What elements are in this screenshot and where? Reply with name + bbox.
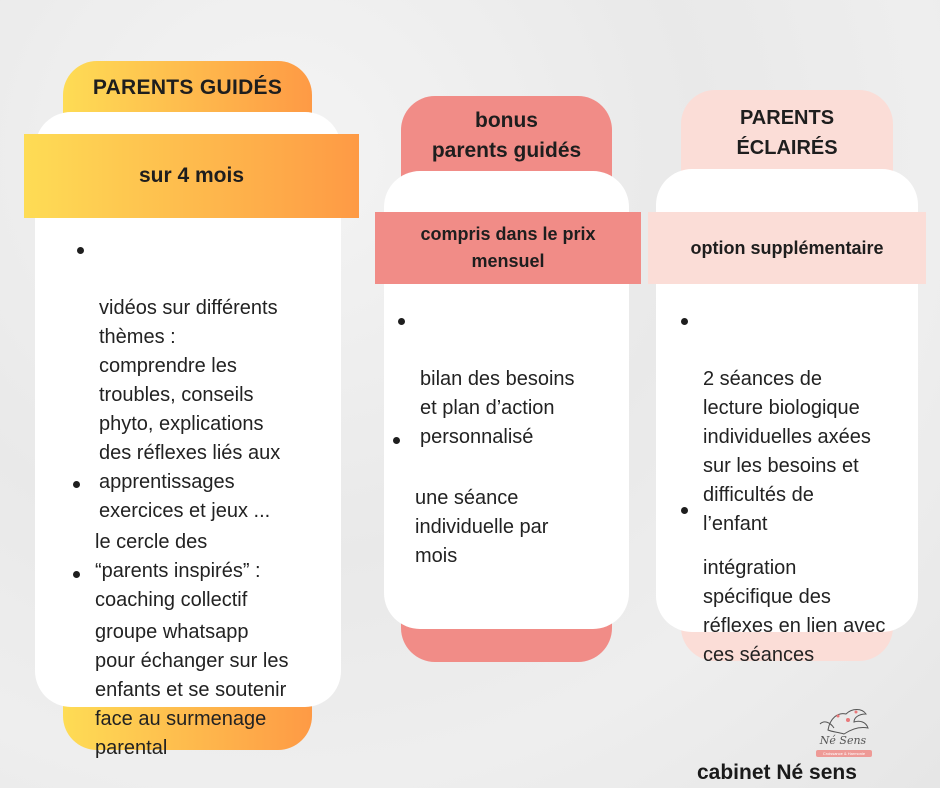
col3-band-label: option supplémentaire xyxy=(690,237,884,258)
cabinet-name: cabinet Né sens xyxy=(697,761,857,784)
bullet xyxy=(681,318,688,325)
col3-title xyxy=(681,103,893,163)
col3-item-2-text: intégration spécifique des réflexes en lien avec ces séances xyxy=(703,557,886,666)
bullet xyxy=(77,247,84,254)
col2-title xyxy=(401,106,612,166)
col3-item-2 xyxy=(703,496,885,670)
logo-subtitle: Croissance & Harmonie xyxy=(822,751,866,756)
logo-ribbon xyxy=(816,750,872,757)
col1-band xyxy=(24,134,359,218)
bullet xyxy=(73,481,80,488)
col1-item-1-text: vidéos sur différents thèmes : comprendre les troubles, conseils phyto, explications des réflexes liés aux apprentissages exercices et jeux ... xyxy=(99,297,281,522)
logo-script: Né Sens xyxy=(819,734,867,747)
col3-title-line1: PARENTS xyxy=(739,107,835,129)
col1-item-2-text: le cercle des “parents inspirés” : coaching collectif xyxy=(95,531,261,611)
col2-item-2 xyxy=(415,426,548,571)
col2-item-2-text: une séance individuelle par mois xyxy=(415,487,549,567)
col2-band xyxy=(375,212,641,284)
col2-band-label: compris dans le prix mensuel xyxy=(420,224,596,271)
col3-item-1-text: 2 séances de lecture biologique individuelles axées sur les besoins et difficultés de l’enfant xyxy=(703,368,871,535)
col1-item-3 xyxy=(95,560,288,763)
col2-title-line1: bonus xyxy=(475,109,538,132)
bullet xyxy=(681,507,688,514)
col3-title-line2: ÉCLAIRÉS xyxy=(736,137,838,159)
col2-title-line2: parents guidés xyxy=(431,139,582,162)
col2-item-1-text: bilan des besoins et plan d’action personnalisé xyxy=(420,368,575,448)
col1-title: PARENTS GUIDÉS xyxy=(92,76,283,99)
col1-item-3-text: groupe whatsapp pour échanger sur les enfants et se soutenir face au surmenage parental xyxy=(95,621,289,759)
bullet xyxy=(393,437,400,444)
bullet xyxy=(73,571,80,578)
col1-band-label: sur 4 mois xyxy=(138,164,245,187)
brand-logo xyxy=(808,700,878,762)
bullet xyxy=(398,318,405,325)
col3-band xyxy=(648,212,926,284)
